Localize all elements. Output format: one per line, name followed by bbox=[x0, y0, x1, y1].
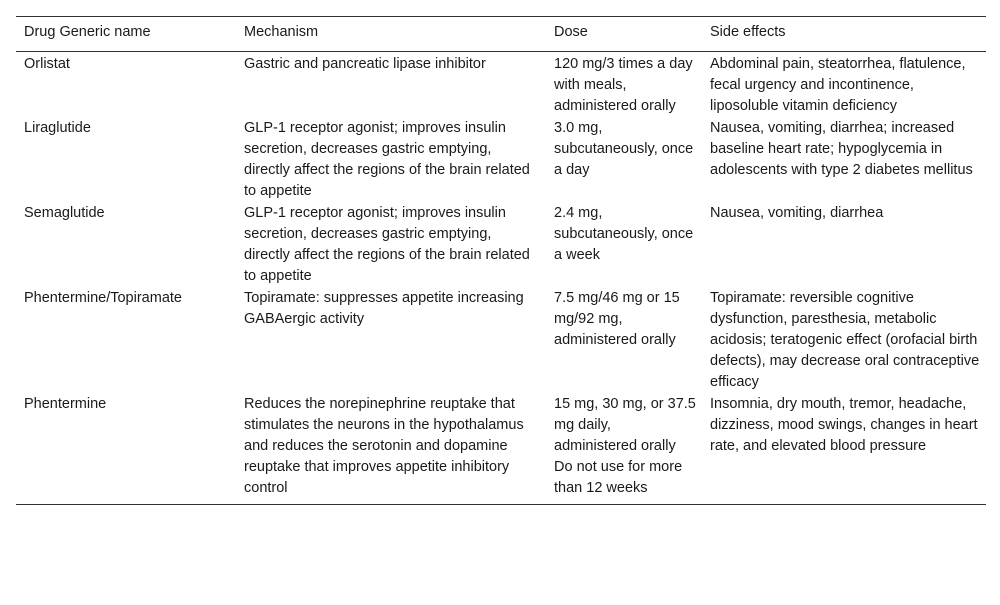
dose-cell: 2.4 mg, subcutaneously, once a week bbox=[554, 205, 694, 263]
mechanism-cell: GLP-1 receptor agonist; improves insulin secretion, decreases gastric emptying, directly affect the regions of the brain related to appetite bbox=[244, 120, 530, 199]
dose-cell: 120 mg/3 times a day with meals, administered orally bbox=[554, 56, 693, 114]
drug-cell: Phentermine bbox=[16, 394, 236, 505]
dose-cell: 15 mg, 30 mg, or 37.5 mg daily, administered orally Do not use for more than 12 weeks bbox=[546, 394, 702, 505]
mechanism-cell: Topiramate: suppresses appetite increasing GABAergic activity bbox=[244, 290, 524, 327]
drug-cell: Phentermine/Topiramate bbox=[24, 290, 182, 306]
side-effects-cell: Nausea, vomiting, diarrhea bbox=[710, 205, 884, 221]
table-header-row bbox=[16, 17, 986, 52]
drug-cell: Orlistat bbox=[24, 56, 70, 72]
header-mechanism: Mechanism bbox=[236, 17, 546, 52]
table-row bbox=[16, 203, 986, 288]
header-drug-generic-name: Drug Generic name bbox=[16, 17, 236, 52]
header-side-effects: Side effects bbox=[702, 17, 986, 52]
table-row bbox=[16, 52, 986, 119]
side-effects-cell: Abdominal pain, steatorrhea, flatulence, fecal urgency and incontinence, liposoluble vitamin deficiency bbox=[710, 56, 966, 114]
dose-cell: 7.5 mg/46 mg or 15 mg/92 mg, administered orally bbox=[554, 290, 680, 348]
side-effects-cell: Insomnia, dry mouth, tremor, headache, dizziness, mood swings, changes in heart rate, and elevated blood pressure bbox=[702, 394, 986, 505]
mechanism-cell: GLP-1 receptor agonist; improves insulin secretion, decreases gastric emptying, directly affect the regions of the brain related to appetite bbox=[244, 205, 530, 284]
table-row bbox=[16, 394, 986, 505]
mechanism-cell: Reduces the norepinephrine reuptake that stimulates the neurons in the hypothalamus and reduces the serotonin and dopamine reuptake that improves appetite inhibitory control bbox=[236, 394, 546, 505]
table-container bbox=[16, 16, 986, 505]
side-effects-cell: Topiramate: reversible cognitive dysfunction, paresthesia, metabolic acidosis; teratogenic effect (orofacial birth defects), may decrease oral contraceptive efficacy bbox=[710, 290, 980, 390]
table-row bbox=[16, 118, 986, 203]
header-dose: Dose bbox=[546, 17, 702, 52]
mechanism-cell: Gastric and pancreatic lipase inhibitor bbox=[244, 56, 486, 72]
table-row bbox=[16, 288, 986, 394]
dose-cell: 3.0 mg, subcutaneously, once a day bbox=[554, 120, 694, 178]
drug-table bbox=[16, 16, 986, 505]
side-effects-cell: Nausea, vomiting, diarrhea; increased baseline heart rate; hypoglycemia in adolescents with type 2 diabetes mellitus bbox=[710, 120, 973, 178]
drug-cell: Semaglutide bbox=[24, 205, 105, 221]
drug-cell: Liraglutide bbox=[24, 120, 91, 136]
